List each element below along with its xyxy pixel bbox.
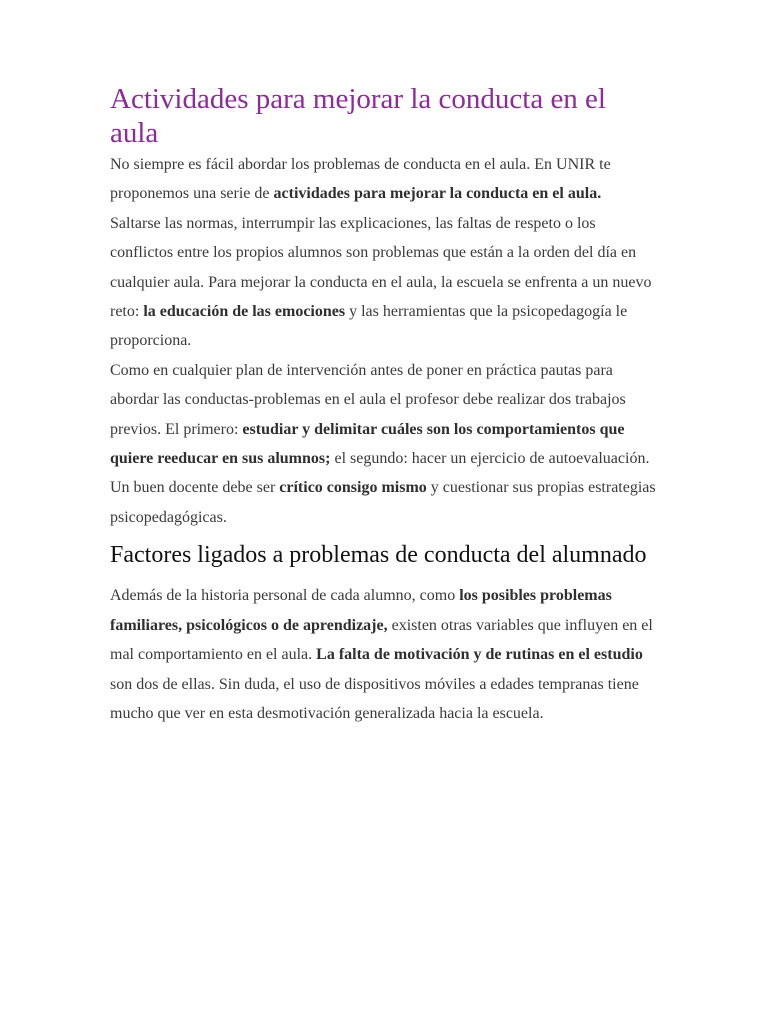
paragraph-3 <box>110 356 658 532</box>
paragraph-3-bold-1: estudiar y delimitar cuáles son los comportamientos que quiere reeducar en sus alumnos; <box>110 420 625 468</box>
paragraph-2-bold-1: la educación de las emociones <box>143 303 346 321</box>
paragraph-4-text-1: Además de la historia personal de cada alumno, como <box>110 587 460 605</box>
paragraph-2-text-2: y las herramientas que la psicopedagogía le proporciona. <box>110 303 628 350</box>
paragraph-2 <box>110 209 658 356</box>
document-page <box>110 82 658 728</box>
paragraph-3-text-1: Como en cualquier plan de intervención antes de poner en práctica pautas para abordar las conductas-problemas en el aula el profesor debe realizar dos trabajos previos. El primero: <box>110 361 626 438</box>
intro-bold-text: actividades para mejorar la conducta en el aula. <box>273 185 602 203</box>
paragraph-4 <box>110 581 658 728</box>
paragraph-2-text-1: Saltarse las normas, interrumpir las explicaciones, las faltas de respeto o los conflictos entre los propios alumnos son problemas que están a la orden del día en cualquier aula. Para mejorar la conducta en el aula, la escuela se enfrenta a un nuevo reto: <box>110 214 652 321</box>
paragraph-3-bold-2: crítico consigo mismo <box>279 479 427 497</box>
paragraph-4-text-3: son dos de ellas. Sin duda, el uso de dispositivos móviles a edades tempranas tiene mucho que ver en esta desmotivación generalizada hacia la escuela. <box>110 675 639 722</box>
section-title: Factores ligados a problemas de conducta del alumnado <box>110 542 647 569</box>
intro-text: No siempre es fácil abordar los problemas de conducta en el aula. En UNIR te proponemos una serie de <box>110 156 611 203</box>
paragraph-3-text-2: el segundo: hacer un ejercicio de autoevaluación. Un buen docente debe ser <box>110 450 650 497</box>
paragraph-4-text-2: existen otras variables que influyen en el mal comportamiento en el aula. <box>110 616 653 664</box>
paragraph-4-bold-1: los posibles problemas familiares, psicológicos o de aprendizaje, <box>110 587 612 634</box>
page-title: Actividades para mejorar la conducta en el aula <box>110 83 606 149</box>
intro-paragraph <box>110 150 658 209</box>
paragraph-4-bold-2: La falta de motivación y de rutinas en el estudio <box>316 646 643 664</box>
paragraph-3-text-3: y cuestionar sus propias estrategias psicopedagógicas. <box>110 479 656 526</box>
